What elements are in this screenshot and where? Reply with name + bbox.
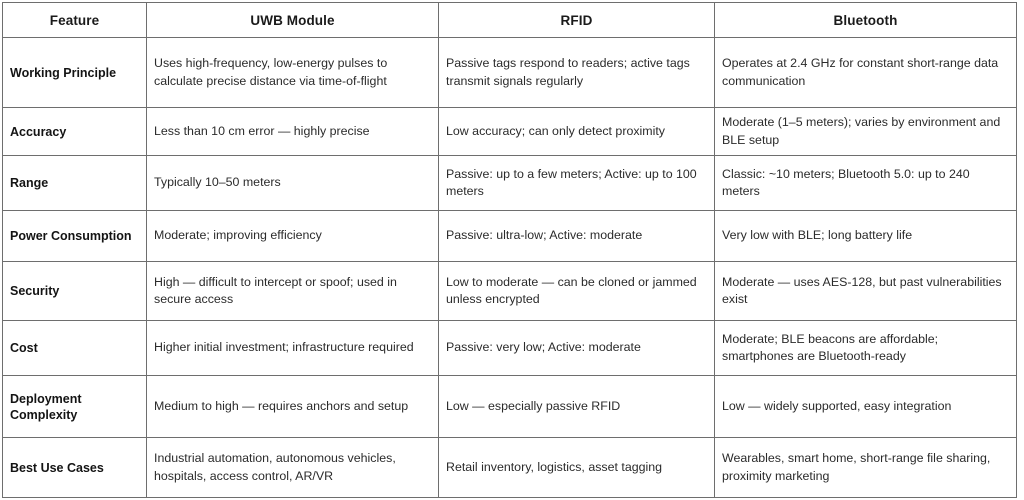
table-row — [3, 156, 1017, 211]
feature-label-cell: Range — [3, 156, 147, 211]
uwb-value-cell: Industrial automation, autonomous vehicles, hospitals, access control, AR/VR — [147, 438, 439, 498]
uwb-value-cell: Less than 10 cm error — highly precise — [147, 108, 439, 156]
rfid-value-cell: Low to moderate — can be cloned or jammed unless encrypted — [439, 262, 715, 321]
bluetooth-value-cell: Very low with BLE; long battery life — [715, 211, 1017, 262]
column-header-feature: Feature — [3, 3, 147, 38]
technology-comparison-table — [2, 2, 1017, 498]
uwb-value-cell: Uses high-frequency, low-energy pulses to calculate precise distance via time-of-flight — [147, 38, 439, 108]
column-header-rfid: RFID — [439, 3, 715, 38]
feature-label-cell: Accuracy — [3, 108, 147, 156]
table-header-row — [3, 3, 1017, 38]
table-row — [3, 38, 1017, 108]
bluetooth-value-cell: Moderate (1–5 meters); varies by environment and BLE setup — [715, 108, 1017, 156]
uwb-value-cell: Medium to high — requires anchors and setup — [147, 376, 439, 438]
bluetooth-value-cell: Moderate; BLE beacons are affordable; smartphones are Bluetooth-ready — [715, 321, 1017, 376]
rfid-value-cell: Passive: up to a few meters; Active: up to 100 meters — [439, 156, 715, 211]
uwb-value-cell: Higher initial investment; infrastructure required — [147, 321, 439, 376]
feature-label-cell: Power Consumption — [3, 211, 147, 262]
uwb-value-cell: High — difficult to intercept or spoof; used in secure access — [147, 262, 439, 321]
feature-label-cell: Deployment Complexity — [3, 376, 147, 438]
bluetooth-value-cell: Operates at 2.4 GHz for constant short-range data communication — [715, 38, 1017, 108]
rfid-value-cell: Low — especially passive RFID — [439, 376, 715, 438]
feature-label-cell: Security — [3, 262, 147, 321]
column-header-bluetooth: Bluetooth — [715, 3, 1017, 38]
rfid-value-cell: Retail inventory, logistics, asset tagging — [439, 438, 715, 498]
table-body — [3, 38, 1017, 498]
table-row — [3, 321, 1017, 376]
bluetooth-value-cell: Low — widely supported, easy integration — [715, 376, 1017, 438]
table-row — [3, 438, 1017, 498]
uwb-value-cell: Moderate; improving efficiency — [147, 211, 439, 262]
table-row — [3, 211, 1017, 262]
feature-label-cell: Working Principle — [3, 38, 147, 108]
comparison-table-container — [2, 2, 1016, 498]
column-header-uwb: UWB Module — [147, 3, 439, 38]
bluetooth-value-cell: Moderate — uses AES-128, but past vulnerabilities exist — [715, 262, 1017, 321]
rfid-value-cell: Passive: very low; Active: moderate — [439, 321, 715, 376]
rfid-value-cell: Passive: ultra-low; Active: moderate — [439, 211, 715, 262]
bluetooth-value-cell: Wearables, smart home, short-range file sharing, proximity marketing — [715, 438, 1017, 498]
feature-label-cell: Best Use Cases — [3, 438, 147, 498]
bluetooth-value-cell: Classic: ~10 meters; Bluetooth 5.0: up to 240 meters — [715, 156, 1017, 211]
rfid-value-cell: Passive tags respond to readers; active tags transmit signals regularly — [439, 38, 715, 108]
uwb-value-cell: Typically 10–50 meters — [147, 156, 439, 211]
table-row — [3, 108, 1017, 156]
rfid-value-cell: Low accuracy; can only detect proximity — [439, 108, 715, 156]
table-row — [3, 262, 1017, 321]
feature-label-cell: Cost — [3, 321, 147, 376]
table-header — [3, 3, 1017, 38]
table-row — [3, 376, 1017, 438]
